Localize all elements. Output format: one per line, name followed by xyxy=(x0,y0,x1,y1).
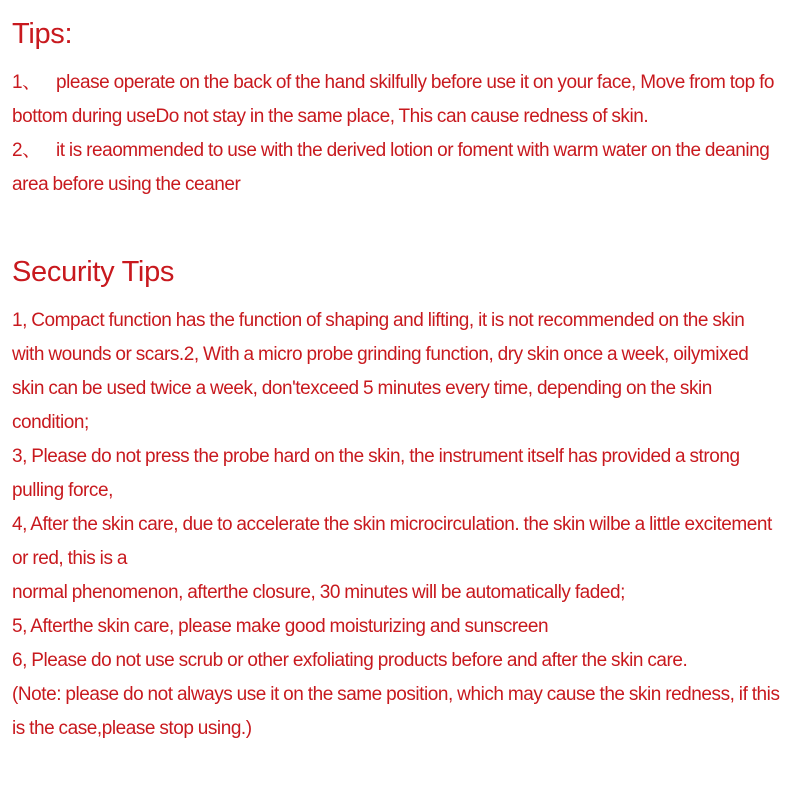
security-tips-heading: Security Tips xyxy=(12,256,175,288)
security-paragraph: 3, Please do not press the probe hard on the skin, the instrument itself has provided a strong pulling force, xyxy=(12,446,740,501)
security-paragraph: 5, Afterthe skin care, please make good moisturizing and sunscreen xyxy=(12,616,549,637)
security-tips-list xyxy=(12,304,780,746)
security-paragraph: 4, After the skin care, due to accelerate the skin microcirculation. the skin wilbe a little excitement or red, this is a xyxy=(12,514,772,569)
tips-heading: Tips: xyxy=(12,18,73,50)
tips-item-text: please operate on the back of the hand skilfully before use it on your face, Move from top fo bottom during useDo not stay in the same place, This can cause redness of skin. xyxy=(12,72,775,127)
tips-item xyxy=(12,134,780,202)
security-paragraph: 1, Compact function has the function of shaping and lifting, it is not recommended on the skin with wounds or scars.2, With a micro probe grinding function, dry skin once a week, oilymixed skin can be used twice a week, don'texceed 5 minutes every time, depending on the skin condition; xyxy=(12,310,749,433)
tips-list xyxy=(12,66,780,202)
tips-item xyxy=(12,66,780,134)
tips-item-number: 2、 xyxy=(12,140,41,161)
tips-item-number: 1、 xyxy=(12,72,41,93)
security-paragraph: 6, Please do not use scrub or other exfoliating products before and after the skin care. xyxy=(12,650,688,671)
tips-item-text: it is reaommended to use with the derived lotion or foment with warm water on the deaning area before using the ceaner xyxy=(12,140,770,195)
security-note: (Note: please do not always use it on the same position, which may cause the skin redness, if this is the case,please stop using.) xyxy=(12,684,780,739)
security-paragraph: normal phenomenon, afterthe closure, 30 minutes will be automatically faded; xyxy=(12,582,625,603)
